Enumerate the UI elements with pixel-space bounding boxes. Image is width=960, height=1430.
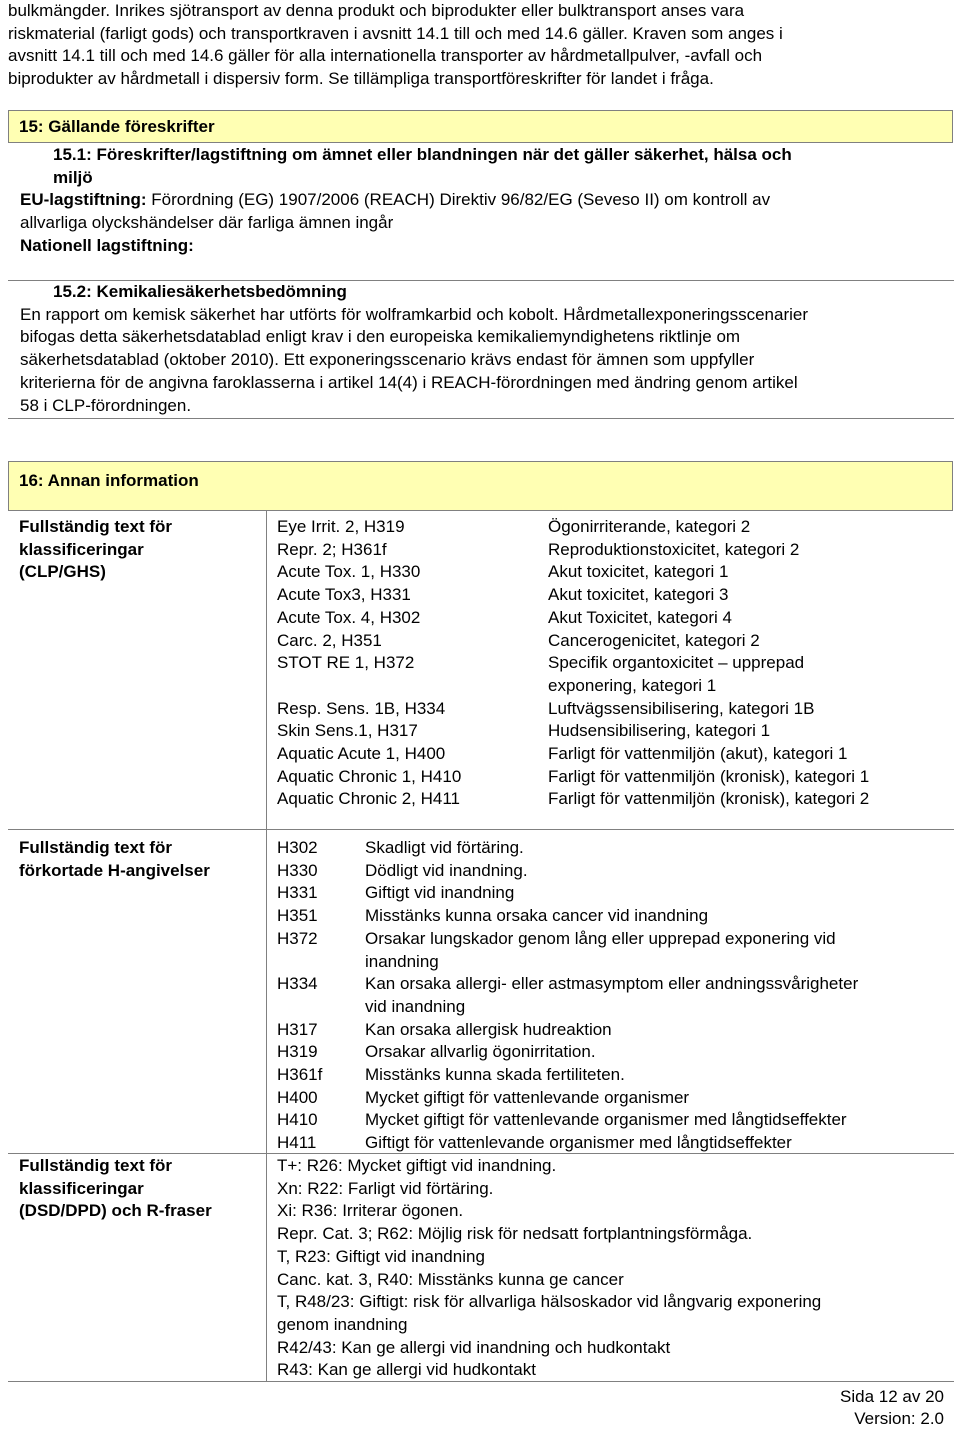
- row-description-line: Reproduktionstoxicitet, kategori 2: [548, 539, 800, 559]
- page-number: Sida 12 av 20: [840, 1387, 944, 1406]
- row-description: [365, 1132, 947, 1155]
- row-description-line: Giftigt för vattenlevande organismer med långtidseffekter: [365, 1133, 792, 1153]
- row-description: [548, 561, 947, 584]
- row-code: Resp. Sens. 1B, H334: [277, 698, 446, 718]
- row-code: Carc. 2, H351: [277, 630, 382, 650]
- section-15-1-title: 15.1: Föreskrifter/lagstiftning om ämnet eller blandningen när det gäller säkerhet, hälsa och: [53, 145, 792, 164]
- row-description-line: Ögonirriterande, kategori 2: [548, 517, 751, 536]
- block-label-line: Fullständig text för: [19, 838, 172, 857]
- row-code: Acute Tox. 4, H302: [277, 607, 421, 627]
- row-description-line: Hudsensibilisering, kategori 1: [548, 721, 771, 741]
- section-15-2-line: bifogas detta säkerhetsdatablad enligt krav i den europeiska kemikaliemyndighetens riktlinje om: [20, 327, 741, 347]
- row-code: H411: [277, 1133, 317, 1153]
- section-15-2: [20, 281, 808, 417]
- row-description: [365, 837, 947, 860]
- row-description-line: Specifik organtoxicitet – upprepad: [548, 653, 805, 673]
- row-description-line: Kan orsaka allergisk hudreaktion: [365, 1019, 612, 1039]
- row-description-line: Skadligt vid förtäring.: [365, 838, 524, 857]
- row-description: [548, 788, 947, 811]
- table-row: [277, 905, 947, 928]
- eu-legislation-cont: allvarliga olyckshändelser där farliga ämnen ingår: [20, 213, 394, 233]
- table-row: [277, 837, 947, 860]
- hcodes-label: [19, 837, 210, 882]
- row-description-line: Misstänks kunna orsaka cancer vid inandning: [365, 906, 709, 926]
- row-description: [548, 652, 947, 697]
- row-description-line: Giftigt vid inandning: [365, 883, 515, 903]
- row-description-line: Farligt för vattenmiljön (kronisk), kategori 1: [548, 766, 870, 786]
- row-description: [548, 720, 947, 743]
- divider-clp: [8, 829, 954, 830]
- table-row: [277, 561, 947, 584]
- section-15-2-line: 58 i CLP-förordningen.: [20, 395, 192, 415]
- section-15-2-title: 15.2: Kemikaliesäkerhetsbedömning: [53, 282, 347, 301]
- row-description: [548, 766, 947, 789]
- section-16-title: 16: Annan information: [19, 471, 199, 490]
- block-label-line: klassificeringar: [19, 1178, 144, 1198]
- row-description-line: exponering, kategori 1: [548, 675, 717, 695]
- row-description: [548, 630, 947, 653]
- block-label-line: (CLP/GHS): [19, 562, 106, 582]
- dsd-line: T, R48/23: Giftigt: risk för allvarliga hälsoskador vid långvarig exponering: [277, 1292, 822, 1312]
- block-label-line: (DSD/DPD) och R-fraser: [19, 1201, 212, 1221]
- row-description: [548, 607, 947, 630]
- row-description-line: Farligt för vattenmiljön (akut), kategori 1: [548, 744, 848, 764]
- row-description: [548, 539, 947, 562]
- table-row: [277, 720, 947, 743]
- table-row: [277, 1109, 947, 1132]
- row-code: H400: [277, 1087, 318, 1107]
- table-row: [277, 516, 947, 539]
- row-code: H410: [277, 1110, 318, 1130]
- table-row: [277, 1087, 947, 1110]
- dsd-line: R42/43: Kan ge allergi vid inandning och hudkontakt: [277, 1337, 671, 1357]
- eu-legislation: [20, 189, 792, 212]
- intro-line: biprodukter av hårdmetall i dispersiv form. Se tillämpliga transportföreskrifter för landet i fråga.: [8, 69, 714, 89]
- row-description-line: Luftvägssensibilisering, kategori 1B: [548, 698, 815, 718]
- row-code: Aquatic Chronic 2, H411: [277, 789, 461, 809]
- row-description: [365, 1064, 947, 1087]
- row-description-line: Misstänks kunna skada fertiliteten.: [365, 1065, 625, 1085]
- row-code: STOT RE 1, H372: [277, 653, 415, 673]
- section-15-1: [20, 144, 792, 258]
- intro-line: bulkmängder. Inrikes sjötransport av denna produkt och biprodukter eller bulktransport anses vara: [8, 1, 745, 20]
- row-code: H334: [277, 974, 318, 994]
- row-description-line: Mycket giftigt för vattenlevande organismer: [365, 1087, 690, 1107]
- row-description: [365, 860, 947, 883]
- eu-legislation-text: Förordning (EG) 1907/2006 (REACH) Direktiv 96/82/EG (Seveso II) om kontroll av: [146, 190, 771, 210]
- table-row: [277, 928, 947, 973]
- row-description: [365, 1019, 947, 1042]
- row-code: H372: [277, 928, 318, 948]
- table-row: [277, 743, 947, 766]
- row-description: [548, 698, 947, 721]
- national-legislation-label: Nationell lagstiftning:: [20, 235, 194, 255]
- table-column-divider: [266, 511, 267, 1381]
- row-code: Aquatic Acute 1, H400: [277, 744, 446, 764]
- row-description-line: Mycket giftigt för vattenlevande organismer med långtidseffekter: [365, 1110, 847, 1130]
- table-row: [277, 973, 947, 1018]
- row-description: [548, 743, 947, 766]
- hcodes-list: [277, 837, 947, 1155]
- row-description: [365, 928, 947, 973]
- intro-line: riskmaterial (farligt gods) och transportkraven i avsnitt 14.1 till och med 14.6 gäller. Kraven som anges i: [8, 23, 783, 43]
- block-label-line: klassificeringar: [19, 539, 144, 559]
- dsd-line: Repr. Cat. 3; R62: Möjlig risk för nedsatt fortplantningsförmåga.: [277, 1224, 753, 1244]
- version: Version: 2.0: [854, 1409, 944, 1428]
- row-description: [548, 516, 947, 539]
- table-row: [277, 630, 947, 653]
- dsd-line: Xi: R36: Irriterar ögonen.: [277, 1201, 464, 1221]
- row-description-line: Akut toxicitet, kategori 1: [548, 562, 729, 582]
- table-row: [277, 1019, 947, 1042]
- table-row: [277, 539, 947, 562]
- row-description-line: Dödligt vid inandning.: [365, 860, 528, 880]
- row-code: H302: [277, 838, 318, 857]
- row-code: H319: [277, 1042, 318, 1062]
- section-15-header: [8, 110, 953, 143]
- clp-label: [19, 516, 172, 584]
- table-row: [277, 652, 947, 697]
- section-15-2-line: säkerhetsdatablad (oktober 2010). Ett exponeringsscenario krävs endast för ämnen som uppfyller: [20, 350, 755, 370]
- row-description-line: Kan orsaka allergi- eller astmasymptom eller andningssvårigheter: [365, 974, 859, 994]
- table-row: [277, 788, 947, 811]
- row-code: Eye Irrit. 2, H319: [277, 517, 405, 536]
- section-15-2-line: En rapport om kemisk säkerhet har utförts för wolframkarbid och kobolt. Hårdmetallexponeringsscenarier: [20, 304, 809, 324]
- row-description-line: Orsakar lungskador genom lång eller upprepad exponering vid: [365, 928, 836, 948]
- dsd-line: Xn: R22: Farligt vid förtäring.: [277, 1178, 494, 1198]
- row-code: Skin Sens.1, H317: [277, 721, 418, 741]
- row-description-line: Akut toxicitet, kategori 3: [548, 585, 729, 605]
- row-code: H330: [277, 860, 318, 880]
- dsd-list: [277, 1155, 947, 1382]
- row-code: Acute Tox3, H331: [277, 585, 411, 605]
- row-code: Aquatic Chronic 1, H410: [277, 766, 462, 786]
- row-description: [365, 1109, 947, 1132]
- row-description: [365, 882, 947, 905]
- dsd-label: [19, 1155, 212, 1223]
- table-row: [277, 584, 947, 607]
- block-label-line: Fullständig text för: [19, 517, 172, 536]
- section-16-header: [8, 461, 953, 511]
- block-label-line: Fullständig text för: [19, 1156, 172, 1175]
- row-code: H351: [277, 906, 318, 926]
- footer: [840, 1386, 944, 1430]
- dsd-line: T, R23: Giftigt vid inandning: [277, 1246, 485, 1266]
- table-row: [277, 1064, 947, 1087]
- dsd-line: R43: Kan ge allergi vid hudkontakt: [277, 1360, 536, 1380]
- row-description-line: inandning: [365, 951, 439, 971]
- row-code: H361f: [277, 1065, 323, 1085]
- dsd-line: genom inandning: [277, 1314, 408, 1334]
- table-row: [277, 1132, 947, 1155]
- row-description: [548, 584, 947, 607]
- row-code: H317: [277, 1019, 318, 1039]
- table-row: [277, 860, 947, 883]
- row-description-line: Cancerogenicitet, kategori 2: [548, 630, 760, 650]
- table-row: [277, 1041, 947, 1064]
- row-description: [365, 1041, 947, 1064]
- table-row: [277, 882, 947, 905]
- row-description: [365, 973, 947, 1018]
- row-description: [365, 1087, 947, 1110]
- intro-paragraph: [8, 0, 783, 91]
- row-code: Acute Tox. 1, H330: [277, 562, 421, 582]
- eu-legislation-label: EU-lagstiftning:: [20, 190, 147, 210]
- section-15-2-text: [20, 304, 808, 418]
- table-row: [277, 698, 947, 721]
- section-15-2-line: kriterierna för de angivna faroklasserna i artikel 14(4) i REACH-förordningen med ändring genom artikel: [20, 372, 798, 392]
- row-description-line: Farligt för vattenmiljön (kronisk), kategori 2: [548, 789, 870, 809]
- section-15-title: 15: Gällande föreskrifter: [19, 117, 215, 136]
- intro-line: avsnitt 14.1 till och med 14.6 gäller för alla internationella transporter av hårdmetallpulver, -avfall och: [8, 46, 763, 66]
- table-row: [277, 766, 947, 789]
- table-row: [277, 607, 947, 630]
- row-description-line: Akut Toxicitet, kategori 4: [548, 607, 732, 627]
- row-code: Repr. 2; H361f: [277, 539, 387, 559]
- clp-list: [277, 516, 947, 811]
- row-code: H331: [277, 883, 318, 903]
- row-description: [365, 905, 947, 928]
- row-description-line: vid inandning: [365, 996, 466, 1016]
- dsd-line: Canc. kat. 3, R40: Misstänks kunna ge cancer: [277, 1269, 624, 1289]
- row-description-line: Orsakar allvarlig ögonirritation.: [365, 1042, 596, 1062]
- block-label-line: förkortade H-angivelser: [19, 860, 210, 880]
- section-15-1-title-cont: miljö: [53, 167, 93, 187]
- dsd-line: T+: R26: Mycket giftigt vid inandning.: [277, 1156, 557, 1175]
- divider-15-2: [8, 418, 954, 419]
